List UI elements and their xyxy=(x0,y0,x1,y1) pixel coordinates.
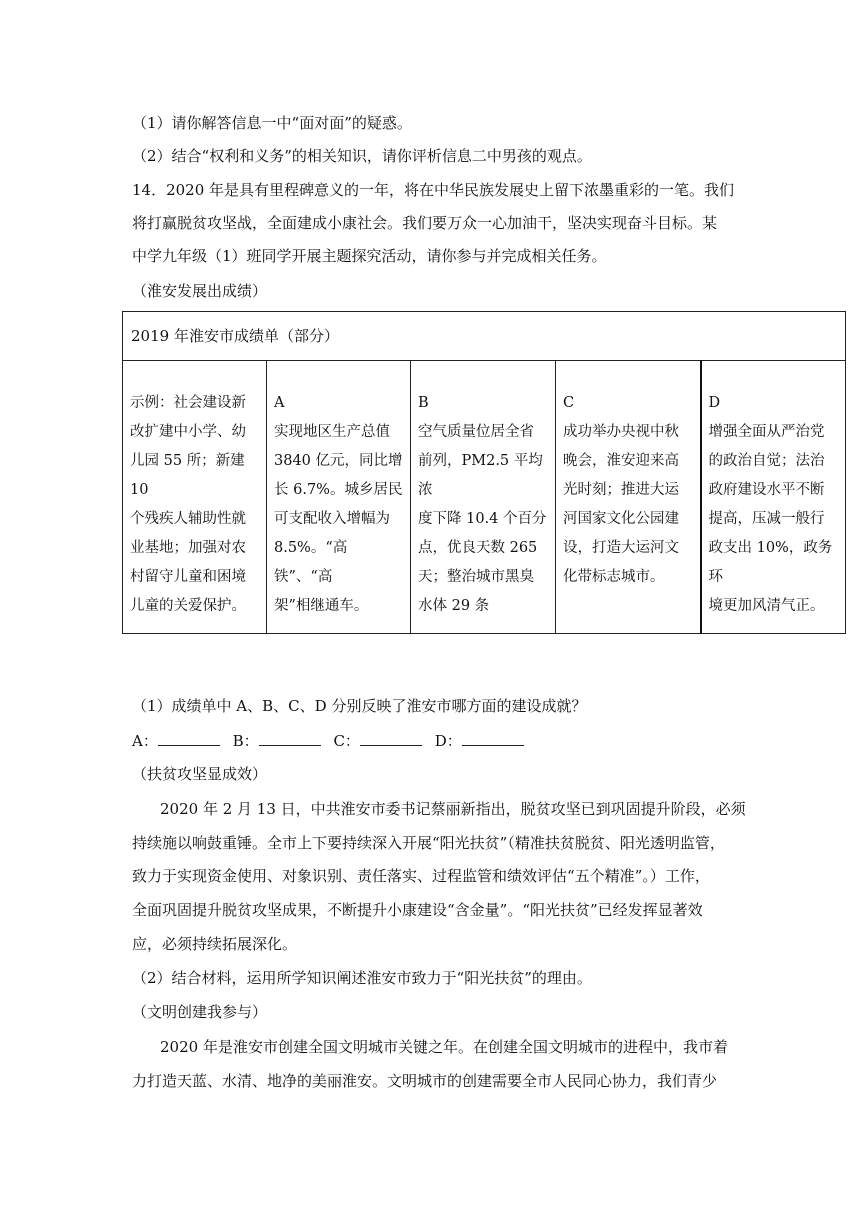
answer-blank-c[interactable] xyxy=(360,731,422,746)
section-title-development: （淮安发展出成绩） xyxy=(132,282,268,300)
table-cell-a-text: 实现地区生产总值 3840 亿元，同比增 长 6.7%。城乡居民 可支配收入增幅为 8.5%。“高铁”、“高 架”相继通车。 xyxy=(274,424,403,614)
para2-line-2: 持续施以响鼓重锤。全市上下要持续深入开展“阳光扶贫”（精准扶贫脱贫、阳光透明监管， xyxy=(132,834,725,852)
para2-line-4: 全面巩固提升脱贫攻坚成果，不断提升小康建设“含金量”。“阳光扶贫”已经发挥显著效 xyxy=(132,901,703,919)
table-cell-c xyxy=(556,361,701,634)
table-cell-b-text: 空气质量位居全省 前列，PM2.5 平均浓 度下降 10.4 个百分 点，优良天数 265 天；整治城市黑臭 水体 29 条 xyxy=(418,424,547,614)
section-title-poverty: （扶贫攻坚显成效） xyxy=(132,765,268,783)
table-cell-example-text: 示例：社会建设新 改扩建中小学、幼 儿园 55 所；新建 10 个残疾人辅助性就 业基地；加强对农 村留守儿童和困境 儿童的关爱保护。 xyxy=(130,395,246,614)
table-cell-c-text: 成功举办央视中秋 晚会，淮安迎来高 光时刻；推进大运 河国家文化公园建 设，打造大运河文 化带标志城市。 xyxy=(563,424,679,585)
score-table-title: 2019 年淮安市成绩单（部分） xyxy=(123,312,846,361)
q14-intro-line-3: 中学九年级（1）班同学开展主题探究活动，请你参与并完成相关任务。 xyxy=(132,247,607,265)
para3-line-1: 2020 年是淮安市创建全国文明城市关键之年。在创建全国文明城市的进程中，我市着 xyxy=(160,1038,728,1056)
table-cell-a xyxy=(267,361,411,634)
table-cell-c-key: C xyxy=(563,395,575,411)
para3-line-2: 力打造天蓝、水清、地净的美丽淮安。文明城市的创建需要全市人民同心协力，我们青少 xyxy=(132,1072,718,1090)
answer-line xyxy=(132,731,532,751)
q13-sub2: （2）结合“权利和义务”的相关知识，请你评析信息二中男孩的观点。 xyxy=(132,147,592,165)
section-title-civilization: （文明创建我参与） xyxy=(132,1003,268,1021)
table-cell-example xyxy=(123,361,267,634)
q14-intro-line-1: 14．2020 年是具有里程碑意义的一年，将在中华民族发展史上留下浓墨重彩的一笔。我们 xyxy=(132,181,735,199)
table-cell-d xyxy=(701,361,846,634)
answer-label-d: D： xyxy=(434,732,462,750)
table-cell-b-key: B xyxy=(418,395,429,411)
table-cell-b xyxy=(411,361,556,634)
q14-intro-line-2: 将打赢脱贫攻坚战，全面建成小康社会。我们要万众一心加油干，坚决实现奋斗目标。某 xyxy=(132,214,718,232)
table-cell-d-text: 增强全面从严治党 的政治自觉；法治 政府建设水平不断 提高，压减一般行 政支出 10%，政务环 境更加风清气正。 xyxy=(708,424,833,614)
answer-label-a: A： xyxy=(132,732,158,750)
para2-line-3: 致力于实现资金使用、对象识别、责任落实、过程监管和绩效评估“五个精准”。）工作， xyxy=(132,867,710,885)
q14-sub2: （2）结合材料，运用所学知识阐述淮安市致力于“阳光扶贫”的理由。 xyxy=(132,969,592,987)
q14-sub1: （1）成绩单中 A、B、C、D 分别反映了淮安市哪方面的建设成就？ xyxy=(132,697,587,715)
answer-blank-b[interactable] xyxy=(259,731,321,746)
para2-line-1: 2020 年 2 月 13 日，中共淮安市委书记蔡丽新指出，脱贫攻坚已到巩固提升阶段，必须 xyxy=(160,800,746,818)
answer-label-b: B： xyxy=(232,732,259,750)
answer-blank-d[interactable] xyxy=(462,731,524,746)
table-cell-d-key: D xyxy=(708,395,721,411)
table-cell-a-key: A xyxy=(274,395,285,411)
answer-blank-a[interactable] xyxy=(158,731,220,746)
para2-line-5: 应，必须持续拓展深化。 xyxy=(132,935,298,953)
answer-label-c: C： xyxy=(333,732,360,750)
q13-sub1: （1）请你解答信息一中“面对面”的疑惑。 xyxy=(132,114,412,132)
score-table xyxy=(122,311,846,634)
